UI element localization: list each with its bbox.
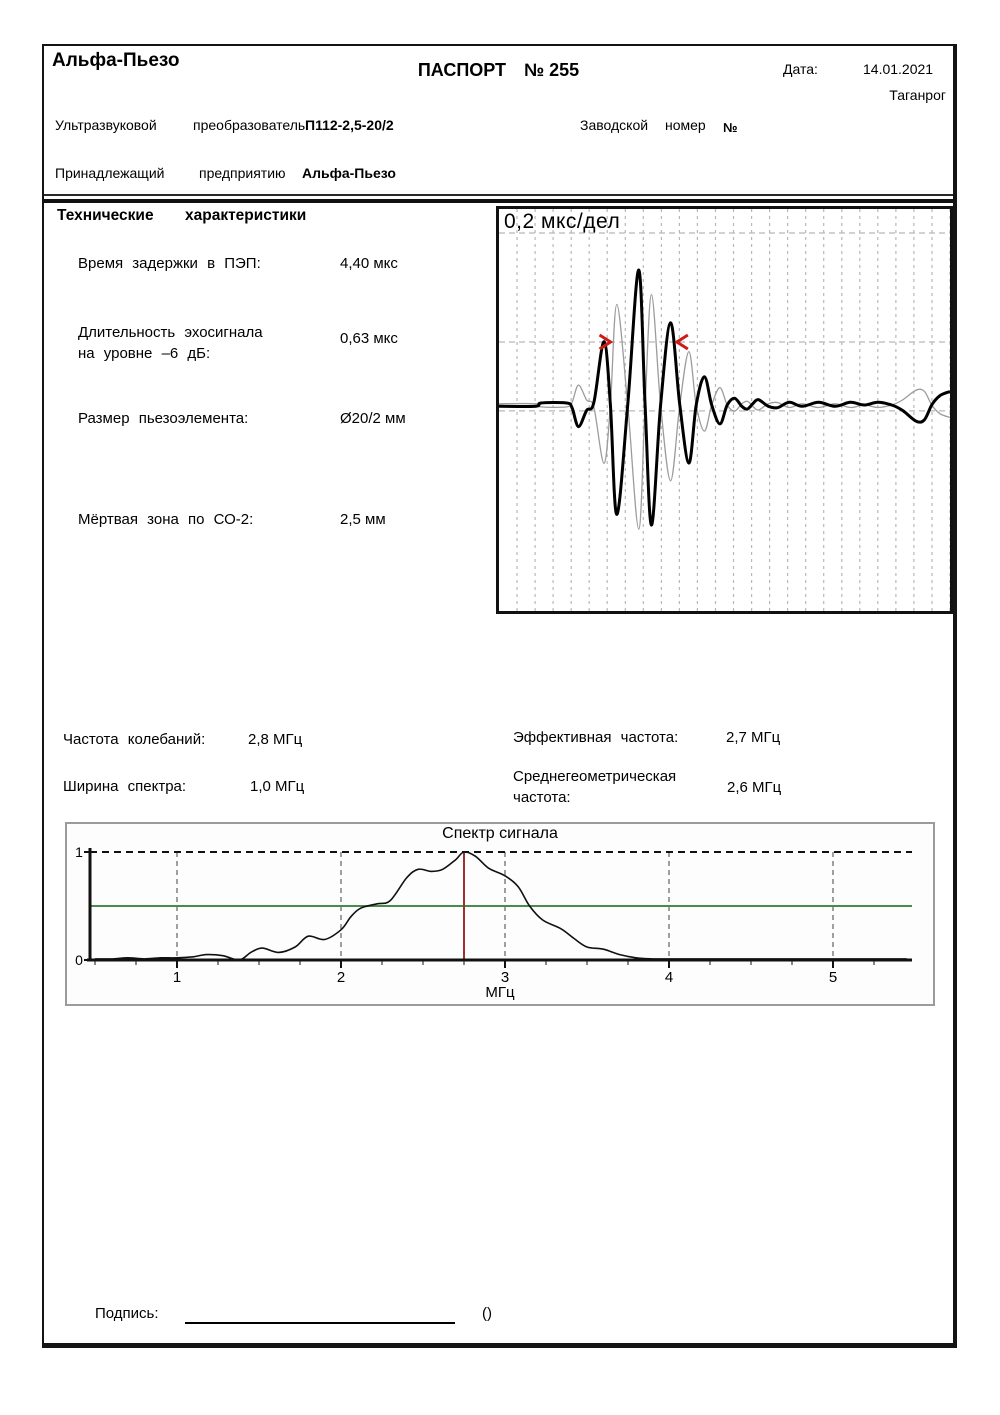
owner-company: Альфа-Пьезо xyxy=(302,165,396,181)
signature-label: Подпись: xyxy=(95,1305,159,1322)
section-title-word1: Технические xyxy=(57,207,154,224)
spec-duration-value: 0,63 мкс xyxy=(340,330,398,347)
freq-oscillation-value: 2,8 МГц xyxy=(248,731,303,748)
section-title-word2: характеристики xyxy=(185,207,307,224)
freq-effective-value: 2,7 МГц xyxy=(726,729,781,746)
spec-deadzone-label: Мёртвая зона по СО-2: xyxy=(78,511,254,528)
serial-word2: номер xyxy=(665,117,706,133)
freq-oscillation-label: Частота колебаний: xyxy=(63,731,206,748)
freq-geomean-label-line1: Среднегеометрическая xyxy=(513,768,677,785)
spectrum-title: Спектр сигнала xyxy=(442,825,558,842)
spec-delay-label: Время задержки в ПЭП: xyxy=(78,255,261,272)
freq-effective-label: Эффективная частота: xyxy=(513,729,679,746)
date-label: Дата: xyxy=(783,61,818,77)
svg-text:3: 3 xyxy=(500,969,510,986)
svg-text:2: 2 xyxy=(336,969,346,986)
spectrum-chart xyxy=(65,822,935,1006)
freq-bandwidth-label: Ширина спектра: xyxy=(63,778,187,795)
header-divider-thick xyxy=(42,199,955,203)
svg-text:1: 1 xyxy=(172,969,182,986)
owner-word1: Принадлежащий xyxy=(55,165,165,181)
signature-line xyxy=(185,1322,455,1324)
device-model: П112-2,5-20/2 xyxy=(305,117,394,133)
freq-geomean-label-line2: частота: xyxy=(513,789,571,806)
spec-duration-label-line1: Длительность эхосигнала xyxy=(78,324,263,341)
svg-text:4: 4 xyxy=(664,969,674,986)
spec-size-value: Ø20/2 мм xyxy=(340,410,406,427)
svg-text:5: 5 xyxy=(828,969,838,986)
serial-number-sign: № xyxy=(723,120,738,135)
passport-title: ПАСПОРТ xyxy=(417,60,507,80)
signature-suffix: () xyxy=(482,1305,492,1322)
passport-number: № 255 xyxy=(524,60,580,80)
city: Таганрог xyxy=(889,87,946,103)
spec-delay-value: 4,40 мкс xyxy=(340,255,398,272)
oscillogram-plot xyxy=(499,209,950,611)
svg-text:1: 1 xyxy=(75,844,83,860)
spec-size-label: Размер пьезоэлемента: xyxy=(78,410,249,427)
oscillogram-scale-label: 0,2 мкс/дел xyxy=(504,210,621,233)
serial-word1: Заводской xyxy=(580,117,649,133)
freq-geomean-value: 2,6 МГц xyxy=(727,779,782,796)
header-divider-thin xyxy=(44,194,953,196)
date-value: 14.01.2021 xyxy=(863,61,934,77)
spectrum-plot xyxy=(67,824,933,1004)
svg-text:0: 0 xyxy=(75,952,83,968)
spec-deadzone-value: 2,5 мм xyxy=(340,511,386,528)
spec-duration-label-line2: на уровне –6 дБ: xyxy=(78,345,211,362)
document-title xyxy=(42,60,955,81)
freq-bandwidth-value: 1,0 МГц xyxy=(250,778,305,795)
owner-word2: предприятию xyxy=(199,165,286,181)
device-type-word1: Ультразвуковой xyxy=(55,117,157,133)
device-type-word2: преобразователь xyxy=(193,117,306,133)
oscillogram-chart xyxy=(496,206,953,614)
company-name: Альфа-Пьезо xyxy=(52,50,180,71)
spectrum-x-unit-label: МГц xyxy=(485,984,515,1001)
